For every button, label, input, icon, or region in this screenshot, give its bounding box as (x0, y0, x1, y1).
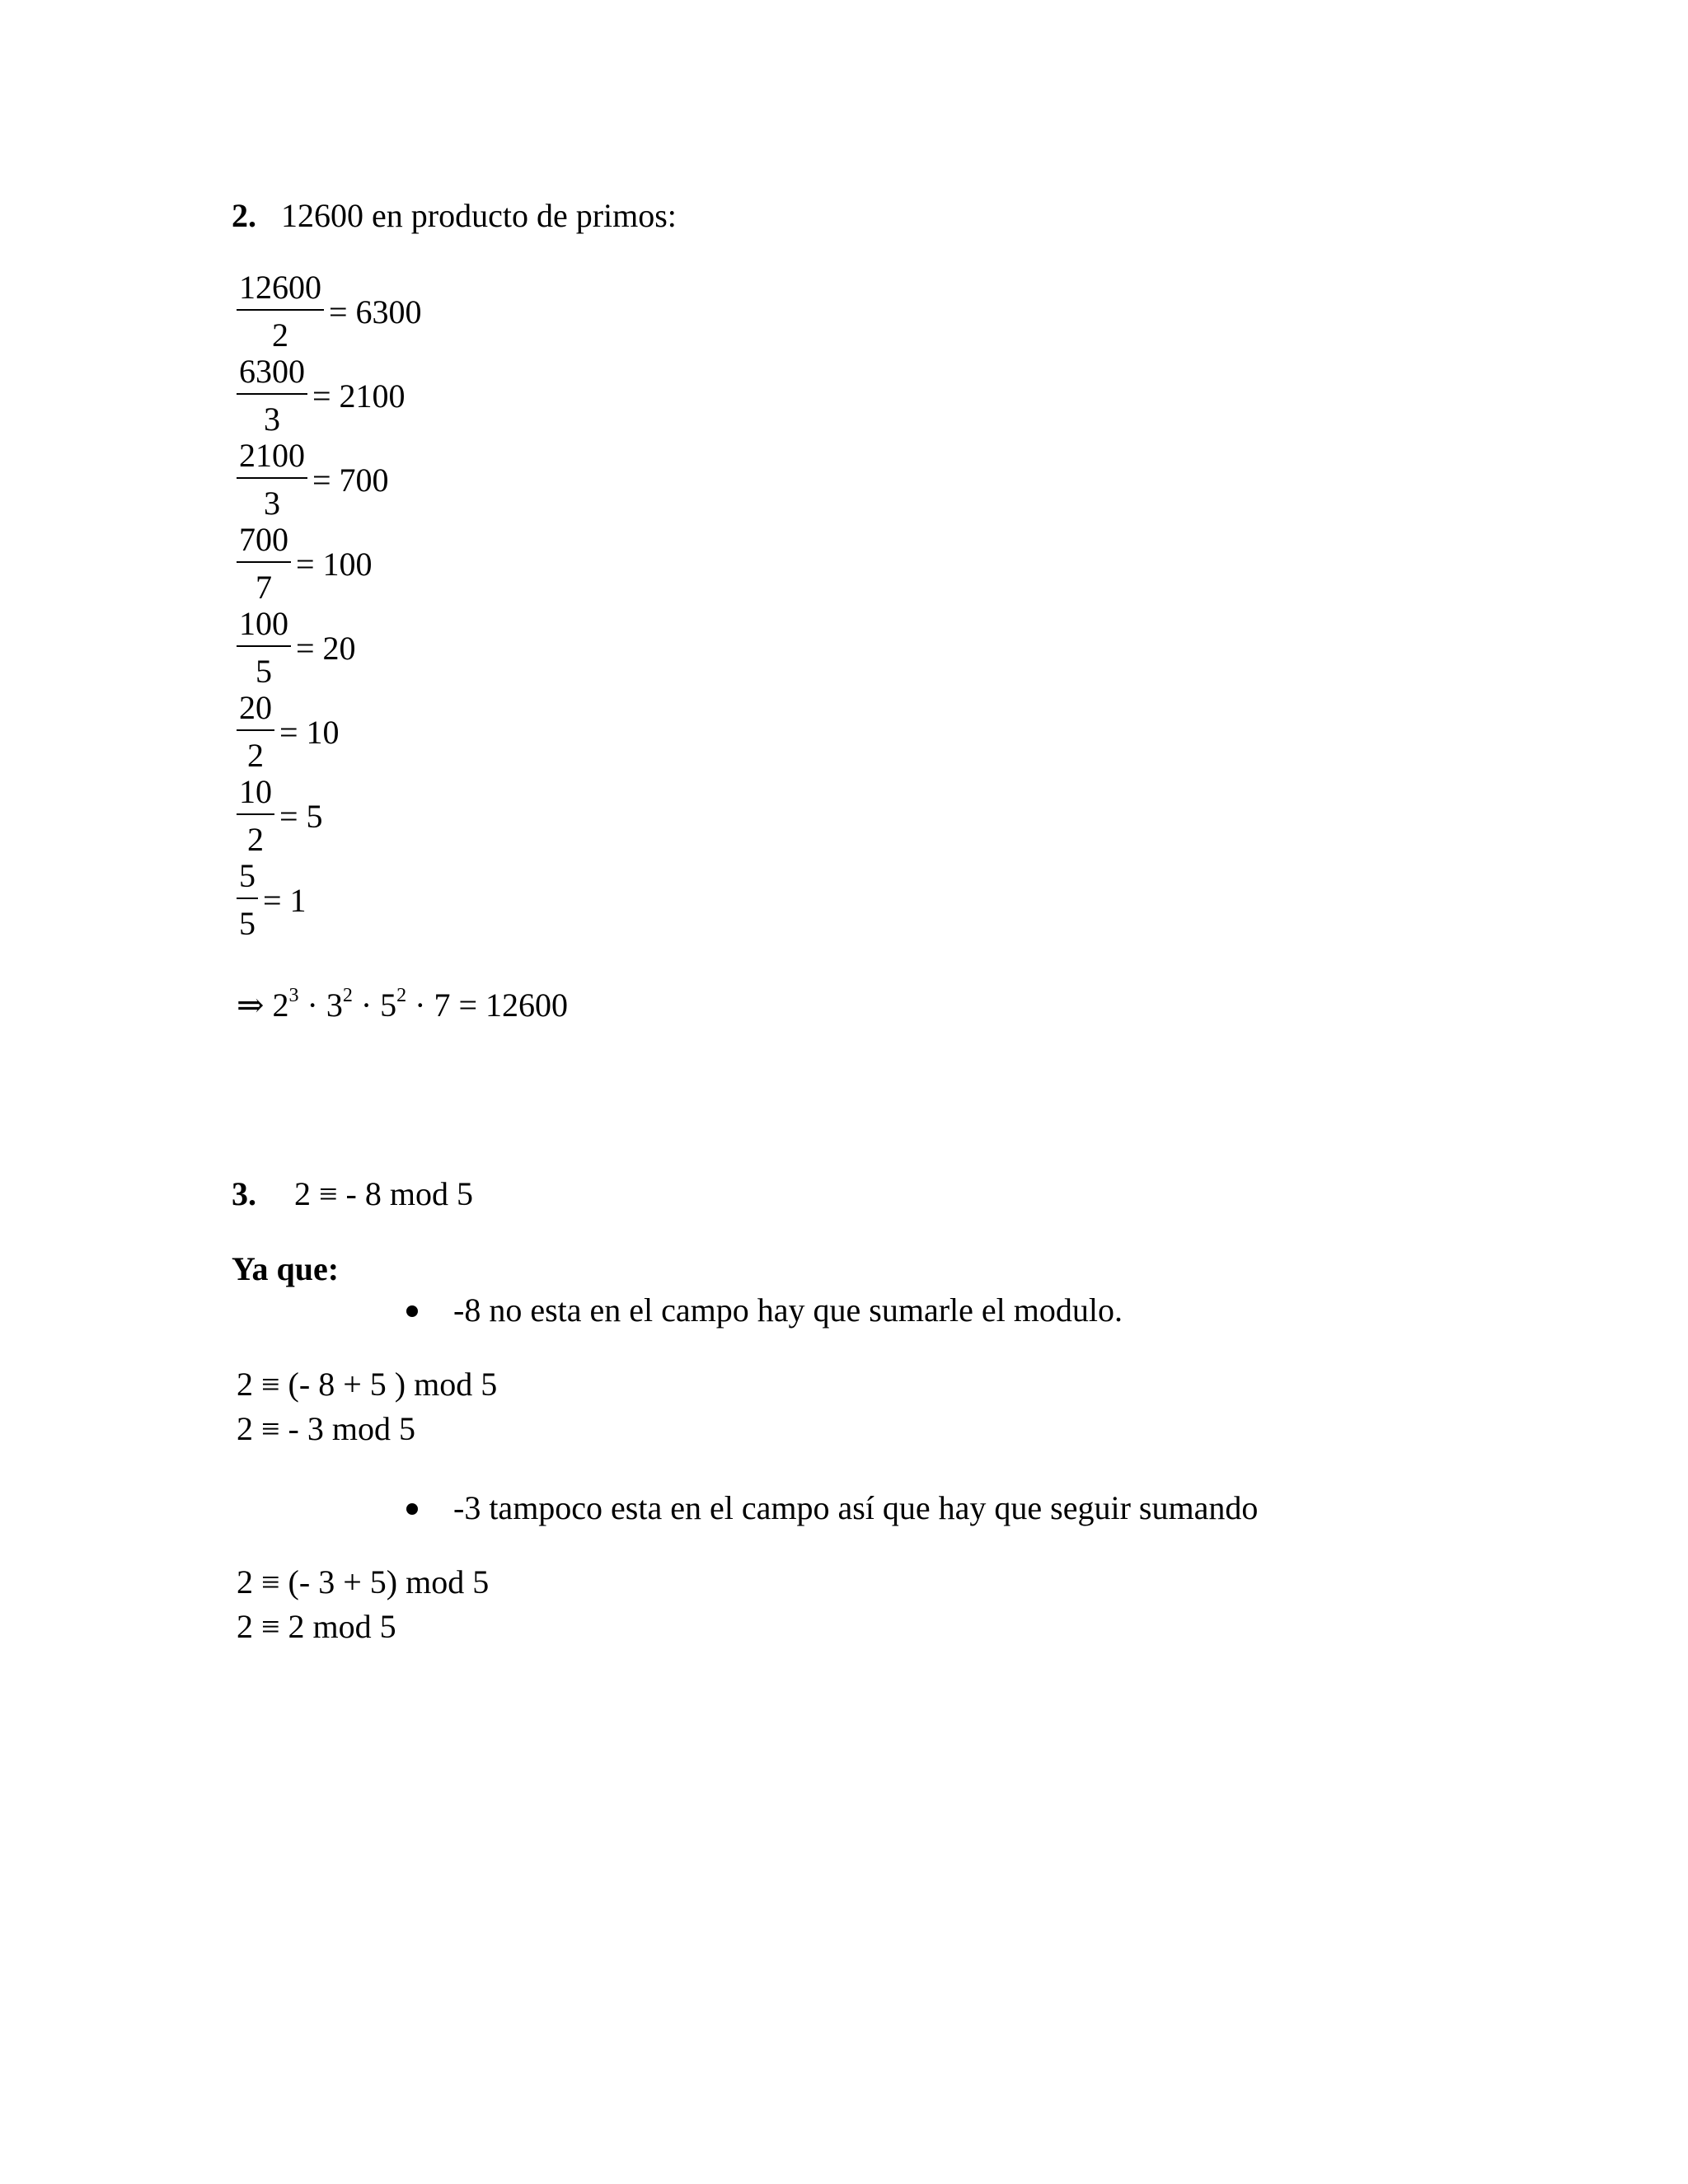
division-result: = 2100 (312, 377, 406, 415)
reason-label: Ya que: (232, 1250, 340, 1287)
division-step (237, 354, 406, 437)
fraction (237, 355, 307, 436)
denominator: 2 (247, 821, 264, 858)
fraction (237, 439, 307, 520)
numerator: 6300 (239, 353, 305, 390)
denominator: 5 (239, 905, 256, 942)
congruence-statement: 2 ≡ - 8 mod 5 (294, 1175, 473, 1212)
fraction (237, 271, 324, 352)
numerator: 10 (239, 773, 272, 810)
fraction (237, 691, 274, 772)
congruence-step: 2 ≡ (- 3 + 5) mod 5 (237, 1563, 490, 1601)
multiply-dot: · (415, 987, 426, 1024)
denominator: 3 (264, 401, 280, 438)
division-step (237, 270, 422, 353)
fraction (237, 523, 291, 604)
division-result: = 100 (296, 545, 373, 583)
section-2-title: 12600 en producto de primos: (281, 197, 677, 234)
section-3-number: 3. (232, 1175, 256, 1212)
multiply-dot: · (360, 987, 373, 1024)
division-step (237, 691, 340, 773)
division-result: = 700 (312, 461, 389, 499)
division-result: = 10 (279, 713, 340, 751)
implies-arrow: ⇒ (237, 987, 265, 1024)
division-step (237, 438, 389, 521)
denominator: 7 (256, 569, 272, 606)
bullet-icon (406, 1503, 418, 1515)
denominator: 2 (272, 316, 288, 354)
factor-base: 3 (326, 987, 343, 1024)
denominator: 3 (264, 485, 280, 522)
numerator: 700 (239, 521, 288, 558)
bullet-icon (406, 1305, 418, 1317)
congruence-step: 2 ≡ (- 8 + 5 ) mod 5 (237, 1366, 498, 1403)
factor-exponent: 2 (342, 985, 353, 1006)
congruence-step: 2 ≡ - 3 mod 5 (237, 1410, 415, 1447)
division-step (237, 523, 373, 605)
factor-tail: 7 = 12600 (434, 987, 569, 1024)
denominator: 5 (256, 653, 272, 690)
division-step (237, 859, 307, 941)
multiply-dot: · (307, 987, 318, 1024)
fraction (237, 773, 274, 858)
division-result: = 20 (296, 629, 356, 667)
section-2-number: 2. (232, 197, 256, 234)
factor-base: 5 (380, 987, 397, 1024)
numerator: 2100 (239, 437, 305, 474)
fraction (237, 857, 258, 942)
factor-exponent: 3 (288, 985, 299, 1006)
numerator: 100 (239, 605, 288, 642)
division-result: = 5 (279, 797, 323, 835)
division-step (237, 775, 323, 857)
numerator: 20 (239, 689, 272, 726)
numerator: 12600 (239, 269, 321, 306)
factor-base: 2 (272, 987, 289, 1024)
congruence-step: 2 ≡ 2 mod 5 (237, 1608, 396, 1645)
bullet-text: -8 no esta en el campo hay que sumarle el modulo. (453, 1291, 1123, 1329)
bullet-text: -3 tampoco esta en el campo así que hay que seguir sumando (453, 1489, 1259, 1526)
denominator: 2 (247, 737, 264, 774)
factor-exponent: 2 (396, 985, 407, 1006)
fraction (237, 607, 291, 688)
division-step (237, 607, 356, 689)
prime-factorization-result (237, 985, 569, 1024)
division-result: = 1 (263, 881, 307, 919)
division-result: = 6300 (329, 293, 422, 330)
numerator: 5 (239, 857, 256, 894)
